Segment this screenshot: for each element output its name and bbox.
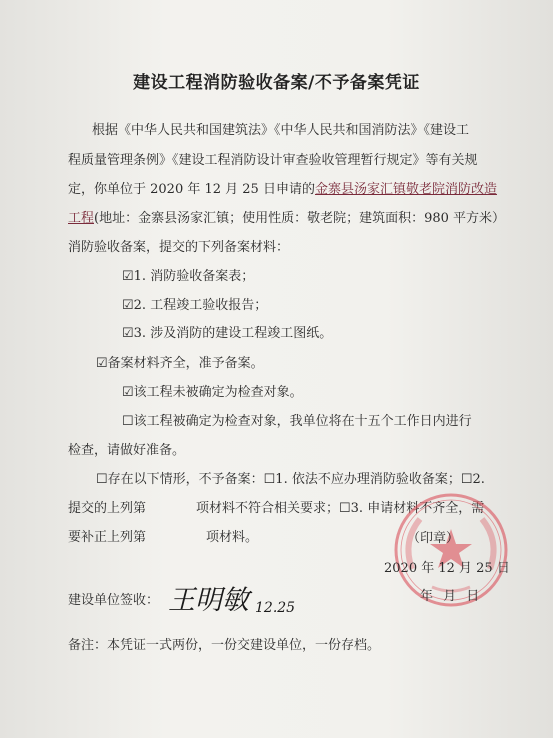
project-name: 金寨县汤家汇镇敬老院消防改造 bbox=[314, 182, 497, 197]
selected-statement-line-1: ☐该工程被确定为检查对象，我单位将在十五个工作日内进行 bbox=[122, 414, 472, 429]
reject-line-2a: 提交的上列第 bbox=[68, 501, 147, 516]
project-name-end: 工程 bbox=[68, 211, 95, 226]
para-line-2: 程质量管理条例》《建设工程消防设计审查验收管理暂行规定》等有关规 bbox=[68, 153, 478, 168]
material-item-1: ☑1. 消防验收备案表； bbox=[122, 269, 255, 284]
remark-note: 备注：本凭证一式两份，一份交建设单位，一份存档。 bbox=[68, 638, 381, 653]
para-line-4 bbox=[68, 210, 505, 228]
not-selected-statement: ☑该工程未被确定为检查对象。 bbox=[122, 385, 303, 400]
para-line-3-text: 定，你单位于 2020 年 12 月 25 日申请的 bbox=[68, 182, 315, 197]
document-title: 建设工程消防验收备案/不予备案凭证 bbox=[133, 73, 420, 93]
accept-statement: ☑备案材料齐全，准予备案。 bbox=[96, 356, 264, 371]
seal-label: （印章） bbox=[407, 531, 460, 546]
para-line-5: 消防验收备案，提交的下列备案材料： bbox=[68, 240, 290, 255]
sign-date-blank: 年 月 日 bbox=[420, 589, 480, 604]
material-item-2: ☑2. 工程竣工验收报告； bbox=[122, 298, 268, 313]
reject-line-3a: 要补正上列第 bbox=[68, 530, 147, 545]
handwritten-date: 12.25 bbox=[255, 600, 296, 616]
selected-statement-line-2: 检查，请做好准备。 bbox=[68, 443, 186, 458]
signature-label: 建设单位签收： bbox=[68, 593, 160, 608]
reject-line-2b: 项材料不符合相关要求；☐3. 申请材料不齐全，需 bbox=[196, 501, 485, 516]
material-item-3: ☑3. 涉及消防的建设工程竣工图纸。 bbox=[122, 326, 333, 341]
reject-line-1: ☐存在以下情形，不予备案：☐1. 依法不应办理消防验收备案；☐2. bbox=[96, 472, 485, 487]
project-address: (地址：金寨县汤家汇镇；使用性质：敬老院；建筑面积：980 平方米） bbox=[94, 211, 506, 226]
para-line-3 bbox=[68, 181, 497, 199]
reject-line-3b: 项材料。 bbox=[206, 530, 259, 545]
issue-date: 2020 年 12 月 25 日 bbox=[384, 561, 510, 576]
handwritten-signature: 王明敏 bbox=[168, 585, 249, 616]
para-line-1: 根据《中华人民共和国建筑法》《中华人民共和国消防法》《建设工 bbox=[92, 123, 470, 138]
